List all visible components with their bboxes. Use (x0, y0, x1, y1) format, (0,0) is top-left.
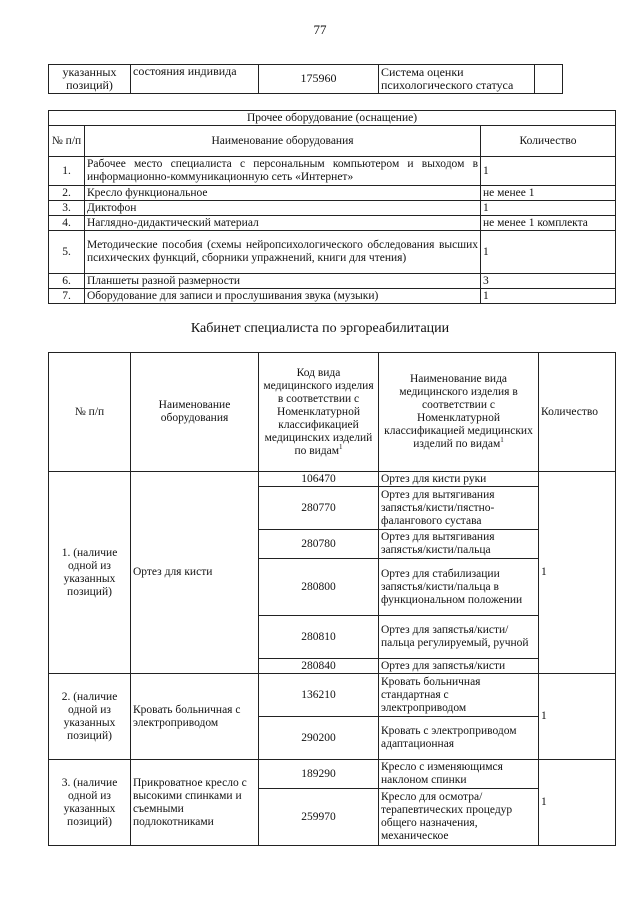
item-code: 106470 (259, 472, 379, 487)
item-code: 280780 (259, 530, 379, 559)
row-qty: 1 (481, 157, 616, 186)
column-header-num: № п/п (49, 126, 85, 157)
item-kind: Ортез для вытягивания запястья/кисти/пальца (379, 530, 539, 559)
column-header-name: Наименование оборудования (85, 126, 481, 157)
item-kind: Кресло с изменяющимся наклоном спинки (379, 760, 539, 789)
row-qty: не менее 1 комплекта (481, 216, 616, 231)
item-kind: Ортез для запястья/кисти/пальца регулируемый, ручной (379, 616, 539, 659)
column-header-name: Наименование оборудования (131, 353, 259, 472)
item-kind: Ортез для кисти руки (379, 472, 539, 487)
column-header-kind (379, 353, 539, 472)
header-code-text: Код вида медицинского изделия в соответствии с Номенклатурной классификацией медицинских изделий по видам (263, 366, 374, 457)
footnote-marker: 1 (339, 442, 343, 451)
table-row (49, 674, 616, 717)
row-name: Диктофон (85, 201, 481, 216)
row-qty: 1 (481, 201, 616, 216)
table-row (49, 216, 616, 231)
table-cell: состояния индивида (131, 65, 259, 94)
table-row (49, 289, 616, 304)
table-cell: Система оценки психологического статуса (379, 65, 535, 94)
item-code: 290200 (259, 717, 379, 760)
table-row (49, 760, 616, 789)
table-row (49, 472, 616, 487)
section-heading: Кабинет специалиста по эргореабилитации (190, 321, 450, 336)
row-num: 4. (49, 216, 85, 231)
group-qty: 1 (539, 760, 616, 846)
table-row (49, 231, 616, 274)
column-header-code (259, 353, 379, 472)
row-name: Планшеты разной размерности (85, 274, 481, 289)
table-caption: Прочее оборудование (оснащение) (49, 111, 616, 126)
row-num: 2. (49, 186, 85, 201)
row-name: Наглядно-дидактический материал (85, 216, 481, 231)
group-name: Кровать больничная с электроприводом (131, 674, 259, 760)
row-qty: 3 (481, 274, 616, 289)
row-qty: 1 (481, 289, 616, 304)
footnote-marker: 1 (500, 436, 504, 445)
row-num: 3. (49, 201, 85, 216)
column-header-qty: Количество (481, 126, 616, 157)
table-row (49, 186, 616, 201)
page-number: 77 (313, 22, 327, 37)
continuation-table (48, 64, 563, 94)
table-header-row (49, 126, 616, 157)
item-code: 259970 (259, 789, 379, 846)
group-name: Прикроватное кресло с высокими спинками и съемными подлокотниками (131, 760, 259, 846)
group-num: 1. (наличие одной из указанных позиций) (49, 472, 131, 674)
table-cell: 175960 (259, 65, 379, 94)
row-num: 1. (49, 157, 85, 186)
row-name: Оборудование для записи и прослушивания звука (музыки) (85, 289, 481, 304)
row-qty: не менее 1 (481, 186, 616, 201)
table-cell (535, 65, 563, 94)
table-row (49, 274, 616, 289)
group-qty: 1 (539, 674, 616, 760)
column-header-num: № п/п (49, 353, 131, 472)
row-name: Кресло функциональное (85, 186, 481, 201)
table-header-row (49, 353, 616, 472)
column-header-qty: Количество (539, 353, 616, 472)
item-code: 136210 (259, 674, 379, 717)
item-code: 280810 (259, 616, 379, 659)
group-num: 3. (наличие одной из указанных позиций) (49, 760, 131, 846)
group-num: 2. (наличие одной из указанных позиций) (49, 674, 131, 760)
table-cell: указанных позиций) (49, 65, 131, 94)
item-kind: Ортез для вытягивания запястья/кисти/пястно-фалангового сустава (379, 487, 539, 530)
item-kind: Ортез для запястья/кисти (379, 659, 539, 674)
row-name: Рабочее место специалиста с персональным компьютером и выходом в информационно-коммуникационную сеть «Интернет» (85, 157, 481, 186)
item-code: 280770 (259, 487, 379, 530)
table-caption-row (49, 111, 616, 126)
item-code: 280800 (259, 559, 379, 616)
other-equipment-table (48, 110, 616, 304)
ergo-equipment-table (48, 352, 616, 846)
row-num: 6. (49, 274, 85, 289)
item-code: 280840 (259, 659, 379, 674)
item-code: 189290 (259, 760, 379, 789)
item-kind: Кровать больничная стандартная с электроприводом (379, 674, 539, 717)
group-name: Ортез для кисти (131, 472, 259, 674)
row-num: 5. (49, 231, 85, 274)
row-num: 7. (49, 289, 85, 304)
table-row (49, 201, 616, 216)
item-kind: Ортез для стабилизации запястья/кисти/пальца в функциональном положении (379, 559, 539, 616)
group-qty: 1 (539, 472, 616, 674)
row-qty: 1 (481, 231, 616, 274)
item-kind: Кровать с электроприводом адаптационная (379, 717, 539, 760)
table-row (49, 157, 616, 186)
item-kind: Кресло для осмотра/ терапевтических процедур общего назначения, механическое (379, 789, 539, 846)
header-kind-text: Наименование вида медицинского изделия в соответствии с Номенклатурной классификацией медицинских изделий по видам (384, 373, 533, 450)
table-row (49, 65, 563, 94)
row-name: Методические пособия (схемы нейропсихологического обследования высших психических функций, сборники упражнений, книги для чтения) (85, 231, 481, 274)
